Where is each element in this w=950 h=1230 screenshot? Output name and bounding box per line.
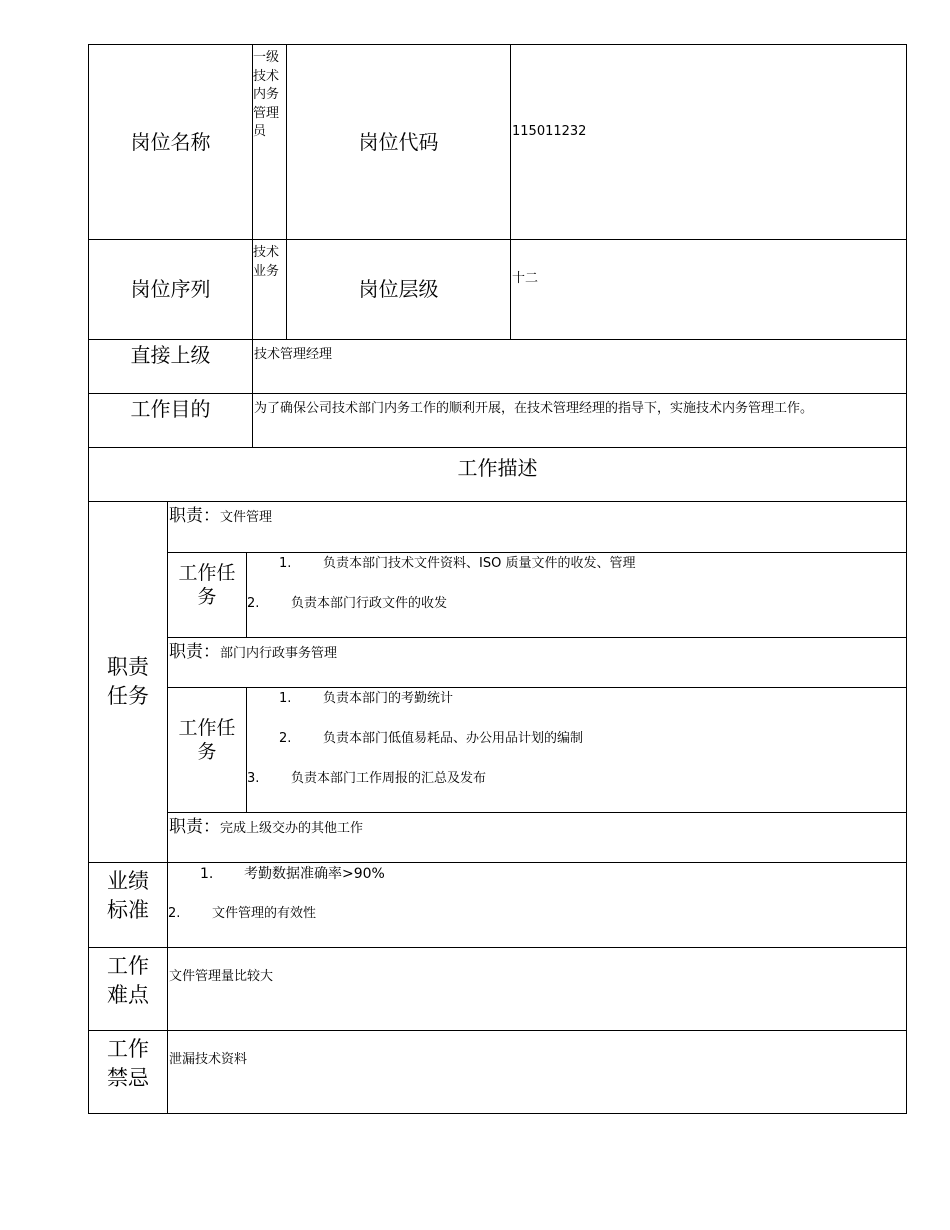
purpose-value: 为了确保公司技术部门内务工作的顺利开展，在技术管理经理的指导下，实施技术内务管理工作。 [252, 393, 907, 448]
difficulty-value: 文件管理量比较大 [167, 947, 907, 1031]
duty-1-title: 文件管理 [220, 510, 273, 525]
duty-3-title: 完成上级交办的其他工作 [220, 821, 364, 836]
task-item: 2. 负责本部门低值易耗品、办公用品计划的编制 [279, 731, 584, 746]
duty-2 [167, 637, 907, 688]
duty-1 [167, 501, 907, 553]
position-code-value: 115011232 [510, 44, 907, 240]
position-name-value: 一级技术内务管理员 [252, 44, 287, 240]
task-item: 1. 负责本部门技术文件资料、ISO 质量文件的收发、管理 [279, 556, 636, 571]
task-item: 1. 负责本部门的考勤统计 [279, 691, 454, 706]
taboo-value: 泄漏技术资料 [167, 1030, 907, 1114]
taboo-label [88, 1030, 168, 1114]
task-item: 3. 负责本部门工作周报的汇总及发布 [247, 771, 487, 786]
duty-prefix: 职责： [169, 506, 220, 526]
duty-2-title: 部门内行政事务管理 [220, 646, 338, 661]
task-label-text: 工作任务 [178, 562, 236, 608]
position-name-label: 岗位名称 [88, 44, 253, 240]
difficulty-label-text: 工作难点 [107, 954, 149, 1007]
task-item: 2. 负责本部门行政文件的收发 [247, 596, 448, 611]
duties-label-text: 职责任务 [107, 655, 149, 708]
duties-label [88, 501, 168, 863]
duty-3 [167, 812, 907, 863]
duty-2-tasks [246, 687, 907, 813]
performance-label [88, 862, 168, 948]
duty-1-tasks [246, 552, 907, 638]
performance-label-text: 业绩标准 [107, 869, 149, 922]
position-level-value: 十二 [510, 239, 907, 340]
duty-1-task-label [167, 552, 247, 638]
difficulty-label [88, 947, 168, 1031]
duty-prefix: 职责： [169, 817, 220, 837]
duty-2-task-label [167, 687, 247, 813]
performance-item: 1. 考勤数据准确率>90% [200, 866, 385, 882]
position-level-label: 岗位层级 [286, 239, 511, 340]
position-code-label: 岗位代码 [286, 44, 511, 240]
task-label-text: 工作任务 [178, 717, 236, 763]
duty-prefix: 职责： [169, 642, 220, 662]
performance-item: 2. 文件管理的有效性 [168, 906, 317, 921]
supervisor-value: 技术管理经理 [252, 339, 907, 394]
taboo-label-text: 工作禁忌 [107, 1037, 149, 1090]
supervisor-label: 直接上级 [88, 339, 253, 394]
work-description-title: 工作描述 [88, 447, 907, 502]
position-series-value: 技术业务 [252, 239, 287, 340]
performance-items [167, 862, 907, 948]
position-series-label: 岗位序列 [88, 239, 253, 340]
purpose-label: 工作目的 [88, 393, 253, 448]
